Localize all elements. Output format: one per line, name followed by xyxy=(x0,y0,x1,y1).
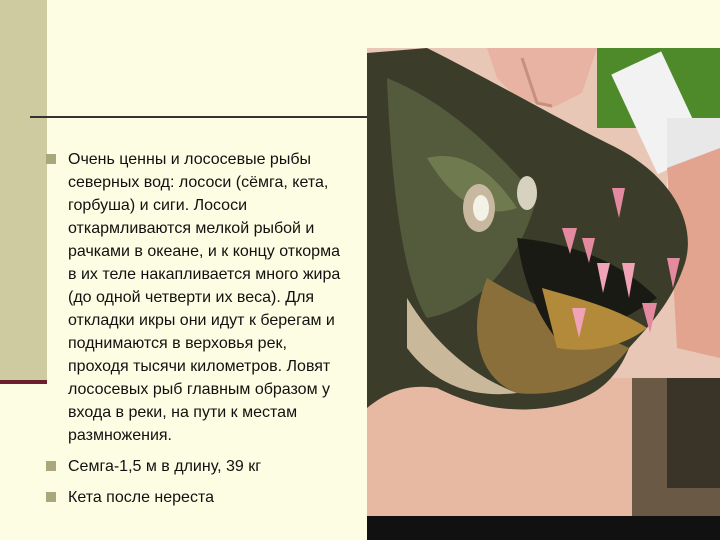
bullet-item xyxy=(46,486,351,509)
square-bullet-icon xyxy=(46,154,56,164)
bullet-text: Семга-1,5 м в длину, 39 кг xyxy=(68,458,262,475)
title-divider xyxy=(30,116,368,118)
bullet-text: Очень ценны и лососевые рыбы северных вод: лососи (сёмга, кета, горбуша) и сиги. Лососи откармливаются мелкой рыбой и рачками в океане, и к концу откорма в их теле накапливается много жира (до одной четверти их веса). Для откладки икры они идут к берегам и поднимаются в верховья рек, проходя тысячи километров. Ловят лососевых рыб главным образом у входа в реки, на пути к местам размножения. xyxy=(68,151,341,444)
salmon-head-photo xyxy=(367,48,720,540)
square-bullet-icon xyxy=(46,461,56,471)
bullet-item xyxy=(46,148,351,447)
bullet-item xyxy=(46,455,351,478)
sidebar-accent-line xyxy=(0,380,47,384)
bullet-text: Кета после нереста xyxy=(68,489,214,506)
salmon-illustration xyxy=(367,48,720,540)
square-bullet-icon xyxy=(46,492,56,502)
sidebar-lower-gap xyxy=(0,383,47,540)
bullet-list xyxy=(46,148,351,517)
